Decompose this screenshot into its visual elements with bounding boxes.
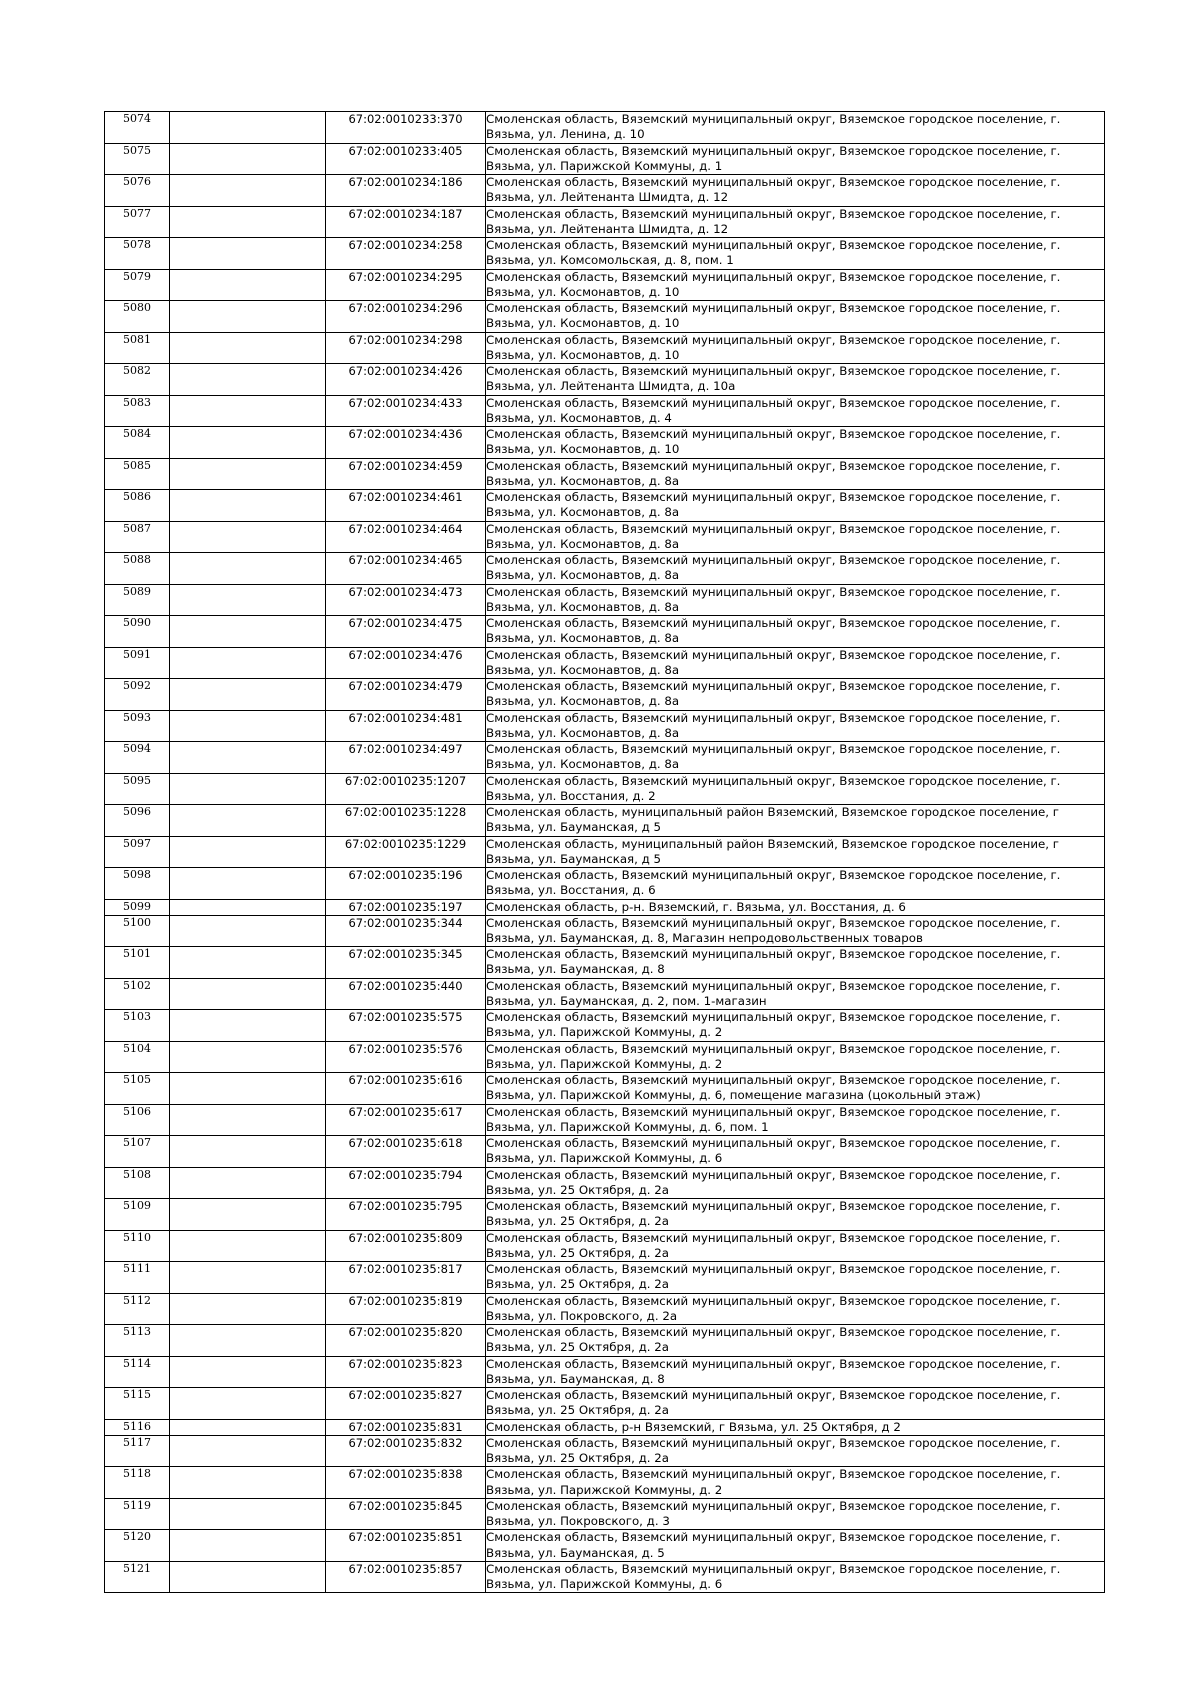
row-number-cell: 5094 bbox=[105, 742, 170, 774]
address-cell: Смоленская область, Вяземский муниципальный округ, Вяземское городское поселение, г. Вязьма, ул. Космонавтов, д. 8а bbox=[486, 521, 1105, 553]
table-row bbox=[105, 364, 1105, 396]
row-number-cell: 5086 bbox=[105, 490, 170, 522]
address-cell: Смоленская область, муниципальный район Вяземский, Вяземское городское поселение, г Вязьма, ул. Бауманская, д 5 bbox=[486, 836, 1105, 868]
table-row bbox=[105, 899, 1105, 915]
table-row bbox=[105, 175, 1105, 207]
row-number-cell: 5099 bbox=[105, 899, 170, 915]
address-cell: Смоленская область, Вяземский муниципальный округ, Вяземское городское поселение, г. Вязьма, ул. 25 Октября, д. 2а bbox=[486, 1199, 1105, 1231]
table-row bbox=[105, 238, 1105, 270]
table-row bbox=[105, 1325, 1105, 1357]
table-row bbox=[105, 1230, 1105, 1262]
table-row bbox=[105, 1104, 1105, 1136]
row-number-cell: 5078 bbox=[105, 238, 170, 270]
empty-cell bbox=[170, 1167, 326, 1199]
empty-cell bbox=[170, 915, 326, 947]
table-row bbox=[105, 1041, 1105, 1073]
cadastral-number-cell: 67:02:0010235:344 bbox=[326, 915, 486, 947]
row-number-cell: 5087 bbox=[105, 521, 170, 553]
table-row bbox=[105, 868, 1105, 900]
address-cell: Смоленская область, Вяземский муниципальный округ, Вяземское городское поселение, г. Вязьма, ул. Парижской Коммуны, д. 1 bbox=[486, 143, 1105, 175]
row-number-cell: 5097 bbox=[105, 836, 170, 868]
table-row bbox=[105, 1498, 1105, 1530]
cadastral-number-cell: 67:02:0010234:433 bbox=[326, 395, 486, 427]
registry-table bbox=[104, 111, 1105, 1593]
table-row bbox=[105, 773, 1105, 805]
empty-cell bbox=[170, 616, 326, 648]
table-row bbox=[105, 1467, 1105, 1499]
address-cell: Смоленская область, Вяземский муниципальный округ, Вяземское городское поселение, г. Вязьма, ул. Покровского, д. 3 bbox=[486, 1498, 1105, 1530]
address-cell: Смоленская область, Вяземский муниципальный округ, Вяземское городское поселение, г. Вязьма, ул. Космонавтов, д. 8а bbox=[486, 742, 1105, 774]
row-number-cell: 5107 bbox=[105, 1136, 170, 1168]
address-cell: Смоленская область, Вяземский муниципальный округ, Вяземское городское поселение, г. Вязьма, ул. Космонавтов, д. 8а bbox=[486, 710, 1105, 742]
table-row bbox=[105, 915, 1105, 947]
cadastral-number-cell: 67:02:0010235:617 bbox=[326, 1104, 486, 1136]
row-number-cell: 5108 bbox=[105, 1167, 170, 1199]
table-row bbox=[105, 647, 1105, 679]
empty-cell bbox=[170, 427, 326, 459]
table-row bbox=[105, 710, 1105, 742]
empty-cell bbox=[170, 584, 326, 616]
table-row bbox=[105, 1435, 1105, 1467]
empty-cell bbox=[170, 1467, 326, 1499]
cadastral-number-cell: 67:02:0010235:618 bbox=[326, 1136, 486, 1168]
table-row bbox=[105, 301, 1105, 333]
cadastral-number-cell: 67:02:0010235:819 bbox=[326, 1293, 486, 1325]
table-row bbox=[105, 978, 1105, 1010]
row-number-cell: 5074 bbox=[105, 112, 170, 144]
empty-cell bbox=[170, 899, 326, 915]
table-row bbox=[105, 1530, 1105, 1562]
empty-cell bbox=[170, 647, 326, 679]
row-number-cell: 5076 bbox=[105, 175, 170, 207]
empty-cell bbox=[170, 143, 326, 175]
row-number-cell: 5083 bbox=[105, 395, 170, 427]
address-cell: Смоленская область, Вяземский муниципальный округ, Вяземское городское поселение, г. Вязьма, ул. 25 Октября, д. 2а bbox=[486, 1262, 1105, 1294]
address-cell: Смоленская область, Вяземский муниципальный округ, Вяземское городское поселение, г. Вязьма, ул. Парижской Коммуны, д. 6, пом. 1 bbox=[486, 1104, 1105, 1136]
cadastral-number-cell: 67:02:0010233:370 bbox=[326, 112, 486, 144]
table-row bbox=[105, 1199, 1105, 1231]
row-number-cell: 5095 bbox=[105, 773, 170, 805]
row-number-cell: 5106 bbox=[105, 1104, 170, 1136]
empty-cell bbox=[170, 332, 326, 364]
cadastral-number-cell: 67:02:0010235:440 bbox=[326, 978, 486, 1010]
empty-cell bbox=[170, 1041, 326, 1073]
empty-cell bbox=[170, 458, 326, 490]
table-row bbox=[105, 269, 1105, 301]
empty-cell bbox=[170, 1230, 326, 1262]
table-row bbox=[105, 490, 1105, 522]
cadastral-number-cell: 67:02:0010235:345 bbox=[326, 947, 486, 979]
row-number-cell: 5090 bbox=[105, 616, 170, 648]
address-cell: Смоленская область, Вяземский муниципальный округ, Вяземское городское поселение, г. Вязьма, ул. Восстания, д. 2 bbox=[486, 773, 1105, 805]
table-row bbox=[105, 332, 1105, 364]
address-cell: Смоленская область, Вяземский муниципальный округ, Вяземское городское поселение, г. Вязьма, ул. Парижской Коммуны, д. 6, помещение магазина (цокольный этаж) bbox=[486, 1073, 1105, 1105]
empty-cell bbox=[170, 301, 326, 333]
empty-cell bbox=[170, 868, 326, 900]
address-cell: Смоленская область, Вяземский муниципальный округ, Вяземское городское поселение, г. Вязьма, ул. 25 Октября, д. 2а bbox=[486, 1230, 1105, 1262]
table-row bbox=[105, 1419, 1105, 1435]
cadastral-number-cell: 67:02:0010234:464 bbox=[326, 521, 486, 553]
table-row bbox=[105, 553, 1105, 585]
empty-cell bbox=[170, 1293, 326, 1325]
table-row bbox=[105, 1262, 1105, 1294]
empty-cell bbox=[170, 947, 326, 979]
cadastral-number-cell: 67:02:0010234:479 bbox=[326, 679, 486, 711]
cadastral-number-cell: 67:02:0010234:461 bbox=[326, 490, 486, 522]
address-cell: Смоленская область, Вяземский муниципальный округ, Вяземское городское поселение, г. Вязьма, ул. Космонавтов, д. 10 bbox=[486, 427, 1105, 459]
row-number-cell: 5119 bbox=[105, 1498, 170, 1530]
row-number-cell: 5116 bbox=[105, 1419, 170, 1435]
empty-cell bbox=[170, 175, 326, 207]
empty-cell bbox=[170, 710, 326, 742]
address-cell: Смоленская область, Вяземский муниципальный округ, Вяземское городское поселение, г. Вязьма, ул. Космонавтов, д. 10 bbox=[486, 269, 1105, 301]
address-cell: Смоленская область, муниципальный район Вяземский, Вяземское городское поселение, г Вязьма, ул. Бауманская, д 5 bbox=[486, 805, 1105, 837]
address-cell: Смоленская область, Вяземский муниципальный округ, Вяземское городское поселение, г. Вязьма, ул. Лейтенанта Шмидта, д. 12 bbox=[486, 175, 1105, 207]
table-row bbox=[105, 1167, 1105, 1199]
empty-cell bbox=[170, 269, 326, 301]
cadastral-number-cell: 67:02:0010235:795 bbox=[326, 1199, 486, 1231]
cadastral-number-cell: 67:02:0010235:820 bbox=[326, 1325, 486, 1357]
row-number-cell: 5084 bbox=[105, 427, 170, 459]
empty-cell bbox=[170, 521, 326, 553]
row-number-cell: 5114 bbox=[105, 1356, 170, 1388]
table-row bbox=[105, 1293, 1105, 1325]
row-number-cell: 5113 bbox=[105, 1325, 170, 1357]
table-row bbox=[105, 947, 1105, 979]
row-number-cell: 5111 bbox=[105, 1262, 170, 1294]
cadastral-number-cell: 67:02:0010234:465 bbox=[326, 553, 486, 585]
cadastral-number-cell: 67:02:0010234:475 bbox=[326, 616, 486, 648]
empty-cell bbox=[170, 1104, 326, 1136]
cadastral-number-cell: 67:02:0010234:473 bbox=[326, 584, 486, 616]
address-cell: Смоленская область, Вяземский муниципальный округ, Вяземское городское поселение, г. Вязьма, ул. Покровского, д. 2а bbox=[486, 1293, 1105, 1325]
address-cell: Смоленская область, Вяземский муниципальный округ, Вяземское городское поселение, г. Вязьма, ул. Парижской Коммуны, д. 2 bbox=[486, 1041, 1105, 1073]
cadastral-number-cell: 67:02:0010234:187 bbox=[326, 206, 486, 238]
address-cell: Смоленская область, Вяземский муниципальный округ, Вяземское городское поселение, г. Вязьма, ул. Комсомольская, д. 8, пом. 1 bbox=[486, 238, 1105, 270]
table-row bbox=[105, 1073, 1105, 1105]
row-number-cell: 5089 bbox=[105, 584, 170, 616]
cadastral-number-cell: 67:02:0010235:827 bbox=[326, 1388, 486, 1420]
empty-cell bbox=[170, 1530, 326, 1562]
row-number-cell: 5120 bbox=[105, 1530, 170, 1562]
address-cell: Смоленская область, Вяземский муниципальный округ, Вяземское городское поселение, г. Вязьма, ул. Парижской Коммуны, д. 6 bbox=[486, 1136, 1105, 1168]
address-cell: Смоленская область, Вяземский муниципальный округ, Вяземское городское поселение, г. Вязьма, ул. Бауманская, д. 2, пом. 1-магазин bbox=[486, 978, 1105, 1010]
table-row bbox=[105, 742, 1105, 774]
table-row bbox=[105, 206, 1105, 238]
empty-cell bbox=[170, 1073, 326, 1105]
cadastral-number-cell: 67:02:0010235:817 bbox=[326, 1262, 486, 1294]
cadastral-number-cell: 67:02:0010235:809 bbox=[326, 1230, 486, 1262]
cadastral-number-cell: 67:02:0010235:845 bbox=[326, 1498, 486, 1530]
empty-cell bbox=[170, 1136, 326, 1168]
registry-table-body bbox=[105, 112, 1105, 1593]
row-number-cell: 5081 bbox=[105, 332, 170, 364]
empty-cell bbox=[170, 1262, 326, 1294]
row-number-cell: 5082 bbox=[105, 364, 170, 396]
row-number-cell: 5117 bbox=[105, 1435, 170, 1467]
empty-cell bbox=[170, 1325, 326, 1357]
address-cell: Смоленская область, Вяземский муниципальный округ, Вяземское городское поселение, г. Вязьма, ул. 25 Октября, д. 2а bbox=[486, 1325, 1105, 1357]
address-cell: Смоленская область, Вяземский муниципальный округ, Вяземское городское поселение, г. Вязьма, ул. Бауманская, д. 5 bbox=[486, 1530, 1105, 1562]
address-cell: Смоленская область, Вяземский муниципальный округ, Вяземское городское поселение, г. Вязьма, ул. Восстания, д. 6 bbox=[486, 868, 1105, 900]
empty-cell bbox=[170, 395, 326, 427]
empty-cell bbox=[170, 1419, 326, 1435]
empty-cell bbox=[170, 1199, 326, 1231]
empty-cell bbox=[170, 1561, 326, 1593]
row-number-cell: 5075 bbox=[105, 143, 170, 175]
address-cell: Смоленская область, Вяземский муниципальный округ, Вяземское городское поселение, г. Вязьма, ул. Космонавтов, д. 8а bbox=[486, 490, 1105, 522]
empty-cell bbox=[170, 1356, 326, 1388]
cadastral-number-cell: 67:02:0010235:838 bbox=[326, 1467, 486, 1499]
row-number-cell: 5091 bbox=[105, 647, 170, 679]
table-row bbox=[105, 805, 1105, 837]
row-number-cell: 5085 bbox=[105, 458, 170, 490]
row-number-cell: 5098 bbox=[105, 868, 170, 900]
cadastral-number-cell: 67:02:0010235:831 bbox=[326, 1419, 486, 1435]
address-cell: Смоленская область, Вяземский муниципальный округ, Вяземское городское поселение, г. Вязьма, ул. Космонавтов, д. 8а bbox=[486, 616, 1105, 648]
row-number-cell: 5079 bbox=[105, 269, 170, 301]
table-row bbox=[105, 395, 1105, 427]
row-number-cell: 5121 bbox=[105, 1561, 170, 1593]
row-number-cell: 5105 bbox=[105, 1073, 170, 1105]
row-number-cell: 5077 bbox=[105, 206, 170, 238]
address-cell: Смоленская область, р-н Вяземский, г Вязьма, ул. 25 Октября, д 2 bbox=[486, 1419, 1105, 1435]
address-cell: Смоленская область, Вяземский муниципальный округ, Вяземское городское поселение, г. Вязьма, ул. Парижской Коммуны, д. 2 bbox=[486, 1467, 1105, 1499]
empty-cell bbox=[170, 679, 326, 711]
address-cell: Смоленская область, Вяземский муниципальный округ, Вяземское городское поселение, г. Вязьма, ул. Космонавтов, д. 10 bbox=[486, 301, 1105, 333]
cadastral-number-cell: 67:02:0010234:436 bbox=[326, 427, 486, 459]
row-number-cell: 5110 bbox=[105, 1230, 170, 1262]
empty-cell bbox=[170, 364, 326, 396]
address-cell: Смоленская область, Вяземский муниципальный округ, Вяземское городское поселение, г. Вязьма, ул. Космонавтов, д. 8а bbox=[486, 647, 1105, 679]
address-cell: Смоленская область, Вяземский муниципальный округ, Вяземское городское поселение, г. Вязьма, ул. 25 Октября, д. 2а bbox=[486, 1167, 1105, 1199]
cadastral-number-cell: 67:02:0010235:1207 bbox=[326, 773, 486, 805]
empty-cell bbox=[170, 1388, 326, 1420]
row-number-cell: 5080 bbox=[105, 301, 170, 333]
row-number-cell: 5100 bbox=[105, 915, 170, 947]
cadastral-number-cell: 67:02:0010234:481 bbox=[326, 710, 486, 742]
row-number-cell: 5104 bbox=[105, 1041, 170, 1073]
row-number-cell: 5118 bbox=[105, 1467, 170, 1499]
cadastral-number-cell: 67:02:0010234:258 bbox=[326, 238, 486, 270]
address-cell: Смоленская область, Вяземский муниципальный округ, Вяземское городское поселение, г. Вязьма, ул. Лейтенанта Шмидта, д. 10а bbox=[486, 364, 1105, 396]
address-cell: Смоленская область, Вяземский муниципальный округ, Вяземское городское поселение, г. Вязьма, ул. 25 Октября, д. 2а bbox=[486, 1388, 1105, 1420]
table-row bbox=[105, 427, 1105, 459]
address-cell: Смоленская область, Вяземский муниципальный округ, Вяземское городское поселение, г. Вязьма, ул. Парижской Коммуны, д. 2 bbox=[486, 1010, 1105, 1042]
empty-cell bbox=[170, 836, 326, 868]
table-row bbox=[105, 1388, 1105, 1420]
cadastral-number-cell: 67:02:0010234:296 bbox=[326, 301, 486, 333]
table-row bbox=[105, 143, 1105, 175]
empty-cell bbox=[170, 1435, 326, 1467]
empty-cell bbox=[170, 978, 326, 1010]
address-cell: Смоленская область, Вяземский муниципальный округ, Вяземское городское поселение, г. Вязьма, ул. Космонавтов, д. 4 bbox=[486, 395, 1105, 427]
row-number-cell: 5103 bbox=[105, 1010, 170, 1042]
cadastral-number-cell: 67:02:0010234:459 bbox=[326, 458, 486, 490]
cadastral-number-cell: 67:02:0010235:197 bbox=[326, 899, 486, 915]
table-row bbox=[105, 1356, 1105, 1388]
address-cell: Смоленская область, Вяземский муниципальный округ, Вяземское городское поселение, г. Вязьма, ул. Ленина, д. 10 bbox=[486, 112, 1105, 144]
empty-cell bbox=[170, 553, 326, 585]
address-cell: Смоленская область, Вяземский муниципальный округ, Вяземское городское поселение, г. Вязьма, ул. Бауманская, д. 8, Магазин непродовольственных товаров bbox=[486, 915, 1105, 947]
cadastral-number-cell: 67:02:0010234:295 bbox=[326, 269, 486, 301]
address-cell: Смоленская область, Вяземский муниципальный округ, Вяземское городское поселение, г. Вязьма, ул. Космонавтов, д. 8а bbox=[486, 679, 1105, 711]
row-number-cell: 5096 bbox=[105, 805, 170, 837]
empty-cell bbox=[170, 805, 326, 837]
table-row bbox=[105, 836, 1105, 868]
row-number-cell: 5115 bbox=[105, 1388, 170, 1420]
row-number-cell: 5093 bbox=[105, 710, 170, 742]
row-number-cell: 5092 bbox=[105, 679, 170, 711]
empty-cell bbox=[170, 742, 326, 774]
table-row bbox=[105, 584, 1105, 616]
address-cell: Смоленская область, Вяземский муниципальный округ, Вяземское городское поселение, г. Вязьма, ул. Космонавтов, д. 8а bbox=[486, 458, 1105, 490]
cadastral-number-cell: 67:02:0010235:196 bbox=[326, 868, 486, 900]
table-row bbox=[105, 1010, 1105, 1042]
cadastral-number-cell: 67:02:0010235:823 bbox=[326, 1356, 486, 1388]
cadastral-number-cell: 67:02:0010235:575 bbox=[326, 1010, 486, 1042]
row-number-cell: 5101 bbox=[105, 947, 170, 979]
cadastral-number-cell: 67:02:0010235:857 bbox=[326, 1561, 486, 1593]
row-number-cell: 5109 bbox=[105, 1199, 170, 1231]
cadastral-number-cell: 67:02:0010235:832 bbox=[326, 1435, 486, 1467]
table-row bbox=[105, 1561, 1105, 1593]
empty-cell bbox=[170, 238, 326, 270]
cadastral-number-cell: 67:02:0010234:476 bbox=[326, 647, 486, 679]
table-row bbox=[105, 616, 1105, 648]
address-cell: Смоленская область, Вяземский муниципальный округ, Вяземское городское поселение, г. Вязьма, ул. Лейтенанта Шмидта, д. 12 bbox=[486, 206, 1105, 238]
row-number-cell: 5102 bbox=[105, 978, 170, 1010]
address-cell: Смоленская область, Вяземский муниципальный округ, Вяземское городское поселение, г. Вязьма, ул. Бауманская, д. 8 bbox=[486, 947, 1105, 979]
row-number-cell: 5112 bbox=[105, 1293, 170, 1325]
table-row bbox=[105, 458, 1105, 490]
address-cell: Смоленская область, р-н. Вяземский, г. Вязьма, ул. Восстания, д. 6 bbox=[486, 899, 1105, 915]
address-cell: Смоленская область, Вяземский муниципальный округ, Вяземское городское поселение, г. Вязьма, ул. Космонавтов, д. 10 bbox=[486, 332, 1105, 364]
cadastral-number-cell: 67:02:0010235:1228 bbox=[326, 805, 486, 837]
table-row bbox=[105, 1136, 1105, 1168]
address-cell: Смоленская область, Вяземский муниципальный округ, Вяземское городское поселение, г. Вязьма, ул. Бауманская, д. 8 bbox=[486, 1356, 1105, 1388]
cadastral-number-cell: 67:02:0010234:426 bbox=[326, 364, 486, 396]
cadastral-number-cell: 67:02:0010235:1229 bbox=[326, 836, 486, 868]
table-row bbox=[105, 521, 1105, 553]
address-cell: Смоленская область, Вяземский муниципальный округ, Вяземское городское поселение, г. Вязьма, ул. Космонавтов, д. 8а bbox=[486, 553, 1105, 585]
cadastral-number-cell: 67:02:0010234:497 bbox=[326, 742, 486, 774]
cadastral-number-cell: 67:02:0010235:576 bbox=[326, 1041, 486, 1073]
cadastral-number-cell: 67:02:0010235:616 bbox=[326, 1073, 486, 1105]
empty-cell bbox=[170, 112, 326, 144]
empty-cell bbox=[170, 1010, 326, 1042]
cadastral-number-cell: 67:02:0010235:851 bbox=[326, 1530, 486, 1562]
cadastral-number-cell: 67:02:0010234:186 bbox=[326, 175, 486, 207]
cadastral-number-cell: 67:02:0010235:794 bbox=[326, 1167, 486, 1199]
table-row bbox=[105, 112, 1105, 144]
table-row bbox=[105, 679, 1105, 711]
address-cell: Смоленская область, Вяземский муниципальный округ, Вяземское городское поселение, г. Вязьма, ул. Космонавтов, д. 8а bbox=[486, 584, 1105, 616]
empty-cell bbox=[170, 490, 326, 522]
cadastral-number-cell: 67:02:0010234:298 bbox=[326, 332, 486, 364]
cadastral-number-cell: 67:02:0010233:405 bbox=[326, 143, 486, 175]
empty-cell bbox=[170, 206, 326, 238]
row-number-cell: 5088 bbox=[105, 553, 170, 585]
empty-cell bbox=[170, 1498, 326, 1530]
address-cell: Смоленская область, Вяземский муниципальный округ, Вяземское городское поселение, г. Вязьма, ул. 25 Октября, д. 2а bbox=[486, 1435, 1105, 1467]
address-cell: Смоленская область, Вяземский муниципальный округ, Вяземское городское поселение, г. Вязьма, ул. Парижской Коммуны, д. 6 bbox=[486, 1561, 1105, 1593]
empty-cell bbox=[170, 773, 326, 805]
